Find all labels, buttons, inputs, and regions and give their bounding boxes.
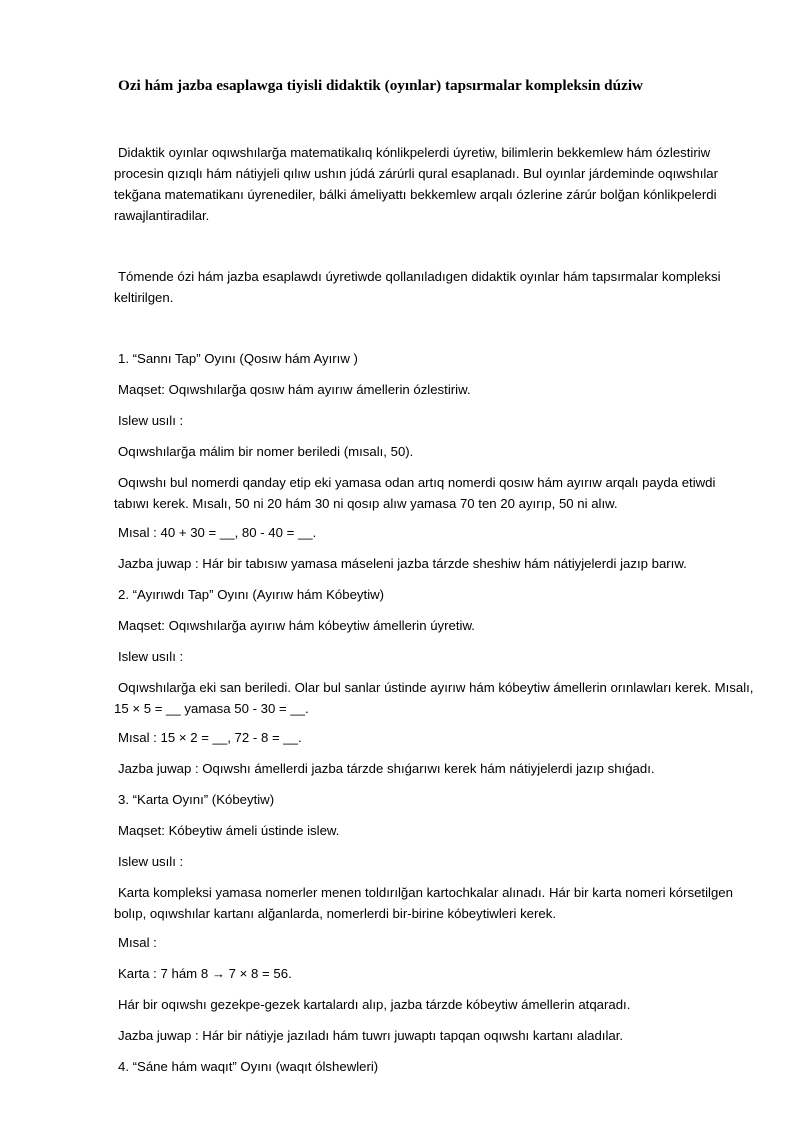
game-2-example: Mısal : 15 × 2 = __, 72 - 8 = __. [118, 730, 302, 745]
game-3-example: Karta : 7 hám 8 → 7 × 8 = 56. [118, 966, 292, 981]
game-1-goal: Maqset: Oqıwshılarğa qosıw hám ayırıw ámellerin ózlestiriw. [118, 382, 471, 397]
game-2-method-label: Islew usılı : [118, 649, 184, 664]
document-body [114, 142, 754, 1087]
intro-paragraph-1: Didaktik oyınlar oqıwshılarğa matematikalıq kónlikpelerdi úyretiw, bilimlerin bekkemlew hám ózlestiriw procesin qızıqlı hám nátiyjeli qılıw ushın júdá zárúrli qural esaplanadı. Bul oyınlar járdeminde oqıwshılar tekğana matematikanı úyrenediler, bálki ámeliyattı bekkemlew arqalı ózlerine zárúr bolğan kónlikpelerdi rawajlantiradilar. [114, 145, 719, 223]
game-2-step-1: Oqıwshılarğa eki san beriledi. Olar bul sanlar ústinde ayırıw hám kóbeytiw ámellerin orınlawları kerek. Mısalı, 15 × 5 = __ yamasa 50 - 30 = __. [114, 680, 754, 716]
document-title: Ozi hám jazba esaplawga tiyisli didaktik (oyınlar) tapsırmalar kompleksin dúziw [118, 77, 644, 94]
game-4-heading: 4. “Sáne hám waqıt” Oyını (waqıt ólshewleri) [118, 1059, 379, 1074]
game-1-step-1: Oqıwshılarğa málim bir nomer beriledi (mısalı, 50). [118, 444, 414, 459]
game-3-method-label: Islew usılı : [118, 854, 184, 869]
game-3-written-answer: Jazba juwap : Hár bir nátiyje jazıladı hám tuwrı juwaptı tapqan oqıwshı kartanı aladılar. [118, 1028, 624, 1043]
game-2-heading: 2. “Ayırıwdı Tap” Oyını (Ayırıw hám Kóbeytiw) [118, 587, 385, 602]
game-3-heading: 3. “Karta Oyını” (Kóbeytiw) [118, 792, 275, 807]
game-1-example: Mısal : 40 + 30 = __, 80 - 40 = __. [118, 525, 317, 540]
game-2-written-answer: Jazba juwap : Oqıwshı ámellerdi jazba tárzde shıǵarıwı kerek hám nátiyjelerdi jazıp shıǵadı. [118, 761, 655, 776]
game-1-written-answer: Jazba juwap : Hár bir tabısıw yamasa máseleni jazba tárzde sheshiw hám nátiyjelerdi jazıp barıw. [118, 556, 687, 571]
game-1-heading: 1. “Sannı Tap” Oyını (Qosıw hám Ayırıw ) [118, 351, 358, 366]
game-1-step-2: Oqıwshı bul nomerdi qanday etip eki yamasa odan artıq nomerdi qosıw hám ayırıw arqalı payda etiwdi tabıwı kerek. Mısalı, 50 ni 20 hám 30 ni qosıp alıw yamasa 70 ten 20 ayırıp, 50 ni alıw. [114, 475, 716, 511]
game-3-example-label: Mısal : [118, 935, 157, 950]
intro-paragraph-2: Tómende ózi hám jazba esaplawdı úyretiwde qollanıladıgen didaktik oyınlar hám tapsırmalar kompleksi keltirilgen. [114, 269, 721, 305]
game-2-goal: Maqset: Oqıwshılarğa ayırıw hám kóbeytiw ámellerin úyretiw. [118, 618, 475, 633]
game-1-method-label: Islew usılı : [118, 413, 184, 428]
game-3-step-2: Hár bir oqıwshı gezekpe-gezek kartalardı alıp, jazba tárzde kóbeytiw ámellerin atqaradı. [118, 997, 631, 1012]
game-3-step-1: Karta kompleksi yamasa nomerler menen toldırılğan kartochkalar alınadı. Hár bir karta nomeri kórsetilgen bolıp, oqıwshılar kartanı alğanlarda, nomerlerdi bir-birine kóbeytiwleri kerek. [114, 885, 733, 921]
game-3-goal: Maqset: Kóbeytiw ámeli ústinde islew. [118, 823, 340, 838]
